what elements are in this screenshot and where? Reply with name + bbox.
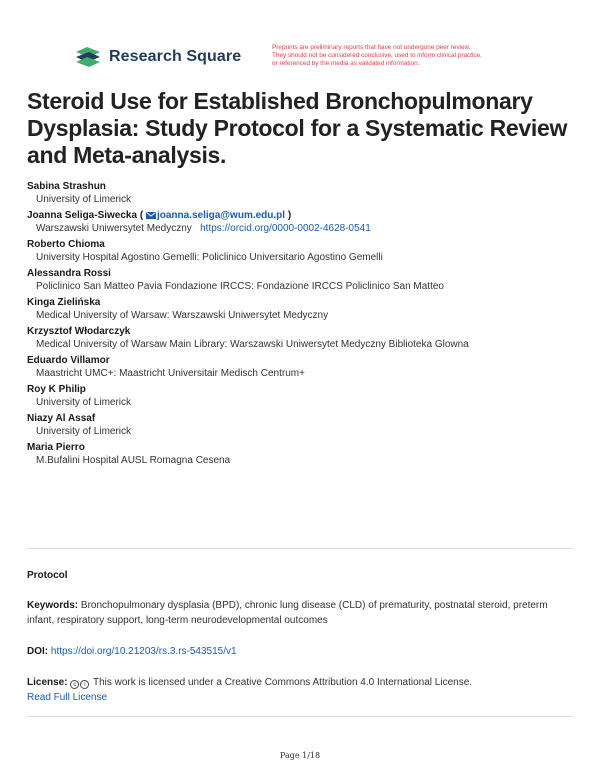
- divider: [27, 548, 573, 549]
- author: Kinga Zielińska Medical University of Warsaw: Warszawski Uniwersytet Medyczny: [27, 297, 329, 321]
- keywords-section: [27, 598, 575, 628]
- author: Krzysztof Włodarczyk Medical University of Warsaw Main Library: Warszawski Uniwersytet Medyczny Biblioteka Glowna: [27, 326, 469, 350]
- paper-title: Steroid Use for Established Bronchopulmonary Dysplasia: Study Protocol for a Systematic Review and Meta-analysis.: [27, 88, 568, 168]
- author: Alessandra Rossi Policlinico San Matteo Pavia Fondazione IRCCS: Fondazione IRCCS Policlinico San Matteo: [27, 268, 444, 292]
- doi-label: DOI:: [27, 646, 49, 657]
- read-full-license-link[interactable]: Read Full License: [27, 692, 108, 703]
- preprint-disclaimer: Preprints are preliminary reports that have not undergone peer review. They should not be considered conclusive, used to inform clinical practice, or referenced by the media as validated information.: [272, 44, 482, 67]
- author-list: [27, 180, 577, 470]
- doi-section: [27, 644, 575, 659]
- orcid-link[interactable]: https://orcid.org/0000-0002-4628-0541: [200, 223, 371, 234]
- keywords-label: Keywords:: [27, 600, 79, 611]
- author: Eduardo Villamor Maastricht UMC+: Maastricht Universitair Medisch Centrum+: [27, 355, 305, 379]
- logo-text: Research Square: [109, 48, 242, 65]
- author: Maria Pierro M.Bufalini Hospital AUSL Romagna Cesena: [27, 442, 231, 466]
- header: [75, 44, 535, 78]
- mail-icon: [146, 212, 156, 219]
- keywords-text: Bronchopulmonary dysplasia (BPD), chronic lung disease (CLD) of prematurity, postnatal steroid, preterm infant, respiratory support, long-term neurodevelopmental outcomes: [27, 600, 548, 626]
- divider: [27, 716, 573, 717]
- author: Roberto Chioma University Hospital Agostino Gemelli: Policlinico Universitario Agostino Gemelli: [27, 239, 383, 263]
- license-text: This work is licensed under a Creative Commons Attribution 4.0 International License.: [92, 677, 473, 688]
- license-section: [27, 675, 575, 705]
- license-label: License:: [27, 677, 68, 688]
- article-type: Protocol: [27, 570, 68, 581]
- attribution-icon: i: [80, 680, 89, 689]
- logo-mark-icon: [75, 46, 101, 68]
- author: Niazy Al Assaf University of Limerick: [27, 413, 132, 437]
- author-name: Joanna Seliga-Siwecka: [27, 210, 138, 221]
- creative-commons-icon: c: [70, 680, 79, 689]
- author: Joanna Seliga-Siwecka ( joanna.seliga@wum.edu.pl ) Warszawski Uniwersytet Medyczny https://orcid.org/0000-0002-4628-0541: [27, 210, 371, 234]
- author: Roy K Philip University of Limerick: [27, 384, 132, 408]
- author-email-link[interactable]: joanna.seliga@wum.edu.pl: [146, 210, 285, 221]
- author: Sabina Strashun University of Limerick: [27, 181, 132, 205]
- doi-link[interactable]: https://doi.org/10.21203/rs.3.rs-543515/v1: [50, 646, 237, 657]
- research-square-logo[interactable]: [75, 46, 241, 68]
- page-number: Page 1/18: [279, 751, 321, 760]
